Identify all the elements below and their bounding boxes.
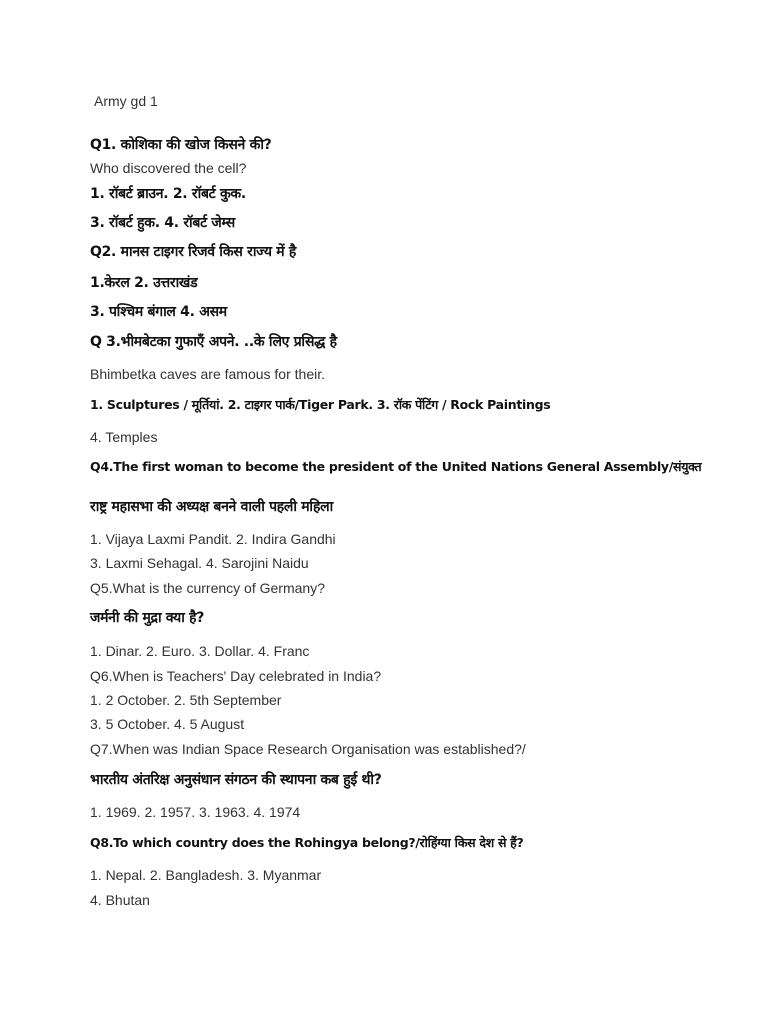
question-8-options-b: 4. Bhutan xyxy=(90,892,150,908)
question-7-hindi: भारतीय अंतरिक्ष अनुसंधान संगठन की स्थापना कब हुई थी? xyxy=(90,772,382,788)
question-6-english: Q6.When is Teachers' Day celebrated in India? xyxy=(90,668,382,684)
question-1-options-b: 3. रॉबर्ट हुक. 4. रॉबर्ट जेम्स xyxy=(90,215,235,231)
question-3-options-b: 4. Temples xyxy=(90,429,158,445)
question-7-english: Q7.When was Indian Space Research Organisation was established?/ xyxy=(90,741,526,757)
question-3-options-a: 1. Sculptures / मूर्तियां. 2. टाइगर पार्क/Tiger Park. 3. रॉक पेंटिंग / Rock Paintings xyxy=(90,397,551,412)
question-4-options-a: 1. Vijaya Laxmi Pandit. 2. Indira Gandhi xyxy=(90,531,336,547)
question-6-options-b: 3. 5 October. 4. 5 August xyxy=(90,716,245,732)
question-1-options-a: 1. रॉबर्ट ब्राउन. 2. रॉबर्ट कुक. xyxy=(90,186,246,202)
question-5-hindi: जर्मनी की मुद्रा क्या है? xyxy=(90,610,205,626)
question-1-english: Who discovered the cell? xyxy=(90,160,247,176)
question-4-line-2: राष्ट्र महासभा की अध्यक्ष बनने वाली पहली महिला xyxy=(90,499,333,515)
page-title: Army gd 1 xyxy=(94,93,158,109)
question-3-english: Bhimbetka caves are famous for their. xyxy=(90,366,325,382)
question-8-options-a: 1. Nepal. 2. Bangladesh. 3. Myanmar xyxy=(90,867,322,883)
question-5-english: Q5.What is the currency of Germany? xyxy=(90,580,325,596)
question-2-options-a: 1.केरल 2. उत्तराखंड xyxy=(90,275,198,291)
question-4-options-b: 3. Laxmi Sehagal. 4. Sarojini Naidu xyxy=(90,555,309,571)
question-5-options: 1. Dinar. 2. Euro. 3. Dollar. 4. Franc xyxy=(90,643,310,659)
question-6-options-a: 1. 2 October. 2. 5th September xyxy=(90,692,282,708)
question-2-options-b: 3. पश्चिम बंगाल 4. असम xyxy=(90,304,227,320)
question-4-line-1: Q4.The first woman to become the president of the United Nations General Assembly/संयुक्त xyxy=(90,459,702,474)
question-8-text: Q8.To which country does the Rohingya belong?/रोहिंग्या किस देश से हैं? xyxy=(90,835,524,850)
question-7-options: 1. 1969. 2. 1957. 3. 1963. 4. 1974 xyxy=(90,804,301,820)
question-1-hindi: Q1. कोशिका की खोज किसने की? xyxy=(90,137,272,153)
question-2-hindi: Q2. मानस टाइगर रिजर्व किस राज्य में है xyxy=(90,244,297,260)
question-3-hindi: Q 3.भीमबेटका गुफाएँ अपने. ..के लिए प्रसिद्ध है xyxy=(90,334,337,350)
